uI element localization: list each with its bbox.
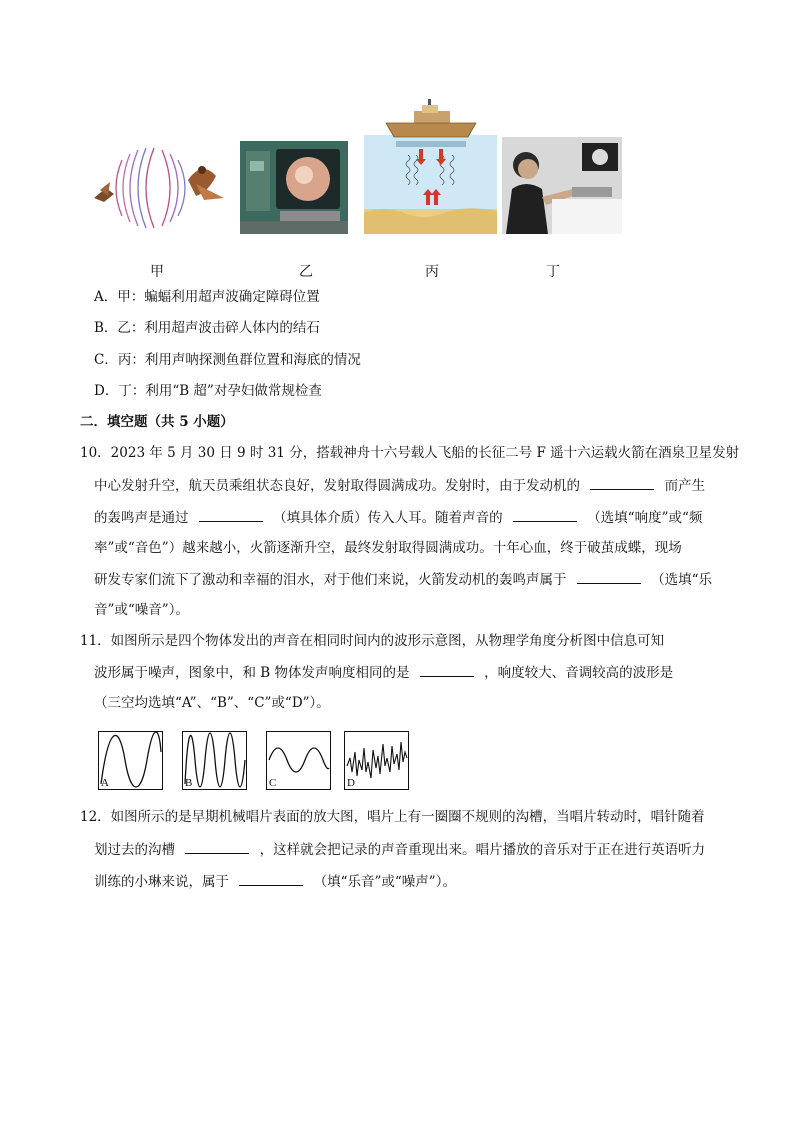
- option-d: D．丁：利用“B 超”对孕妇做常规检查: [94, 383, 322, 399]
- bat-right-icon: [188, 166, 224, 200]
- waveform-label: D: [347, 777, 355, 789]
- waveform-label: A: [101, 777, 109, 789]
- q12-text: 划过去的沟槽: [94, 842, 175, 858]
- section-title: 二．填空题（共 5 小题）: [80, 414, 234, 430]
- q11-line-3: （三空均选填“A”、“B”、“C”或“D”）。: [94, 695, 330, 711]
- q12-answer-blank-1[interactable]: [185, 839, 249, 854]
- caption-jia: 甲: [150, 264, 164, 280]
- q10-text: 研发专家们流下了激动和幸福的泪水，对于他们来说，火箭发动机的轰鸣声属于: [94, 572, 567, 588]
- q10-answer-blank-1[interactable]: [590, 475, 654, 490]
- q10-answer-blank-3[interactable]: [513, 507, 577, 522]
- q12-text: 训练的小琳来说，属于: [94, 874, 229, 890]
- caption-bing: 丙: [425, 264, 439, 280]
- waveform-c: [266, 731, 331, 790]
- q10-line-3: [94, 507, 702, 528]
- q11-line-2: [94, 662, 673, 683]
- figure-b-ultrasound-photo: [502, 137, 622, 234]
- q10-line-1: 10．2023 年 5 月 30 日 9 时 31 分，搭载神舟十六号载人飞船的长征二号 F 遥十六运载火箭在酒泉卫星发射: [80, 445, 740, 461]
- q11-text: 波形属于噪声，图象中，和 B 物体发声响度相同的是: [94, 665, 410, 681]
- caption-yi: 乙: [299, 264, 313, 280]
- q10-line-4: 率”或“音色”）越来越小，火箭逐渐升空，最终发射取得圆满成功。十年心血，终于破茧成蝶，现场: [94, 540, 682, 556]
- q10-text: 中心发射升空，航天员乘组状态良好，发射取得圆满成功。发射时，由于发动机的: [94, 478, 580, 494]
- q10-line-6: 音”或“噪音”）。: [94, 602, 189, 618]
- waveform-label: B: [185, 777, 193, 789]
- q10-answer-blank-4[interactable]: [577, 569, 641, 584]
- q10-answer-blank-2[interactable]: [199, 507, 263, 522]
- option-b: B．乙：利用超声波击碎人体内的结石: [94, 320, 320, 336]
- bat-left-icon: [94, 182, 114, 202]
- q10-text: 的轰鸣声是通过: [94, 510, 189, 526]
- q10-line-5: [94, 569, 712, 590]
- q10-line-2: [94, 475, 705, 496]
- q10-text: （选填“乐: [651, 572, 712, 588]
- waveform-label: C: [269, 777, 277, 789]
- q12-text: ，这样就会把记录的声音重现出来。唱片播放的音乐对于正在进行英语听力: [259, 842, 706, 858]
- q10-text: （填具体介质）传入人耳。随着声音的: [273, 510, 503, 526]
- q12-answer-blank-2[interactable]: [239, 871, 303, 886]
- q12-line-3: [94, 871, 456, 892]
- q11-text: ，响度较大、音调较高的波形是: [484, 665, 674, 681]
- figure-sonar-ship: [364, 97, 497, 234]
- q12-line-2: [94, 839, 705, 860]
- q10-text: （选填“响度”或“频: [587, 510, 703, 526]
- q11-answer-blank-1[interactable]: [420, 662, 474, 677]
- option-c: C．丙：利用声呐探测鱼群位置和海底的情况: [94, 352, 361, 368]
- figure-lithotripsy-photo: [240, 141, 348, 234]
- q11-line-1: 11．如图所示是四个物体发出的声音在相同时间内的波形示意图，从物理学角度分析图中信息可知: [80, 633, 665, 649]
- figure-bat-echolocation: [92, 140, 227, 235]
- caption-ding: 丁: [546, 264, 560, 280]
- waveform-d: [344, 731, 409, 790]
- waveform-a: [98, 731, 163, 790]
- option-a: A．甲：蝙蝠利用超声波确定障碍位置: [94, 289, 320, 305]
- q12-line-1: 12．如图所示的是早期机械唱片表面的放大图，唱片上有一圈圈不规则的沟槽，当唱片转动时，唱针随着: [80, 809, 705, 825]
- waveform-b: [182, 731, 247, 790]
- q10-text: 而产生: [664, 478, 706, 494]
- q12-text: （填“乐音”或“噪声”）。: [313, 874, 456, 890]
